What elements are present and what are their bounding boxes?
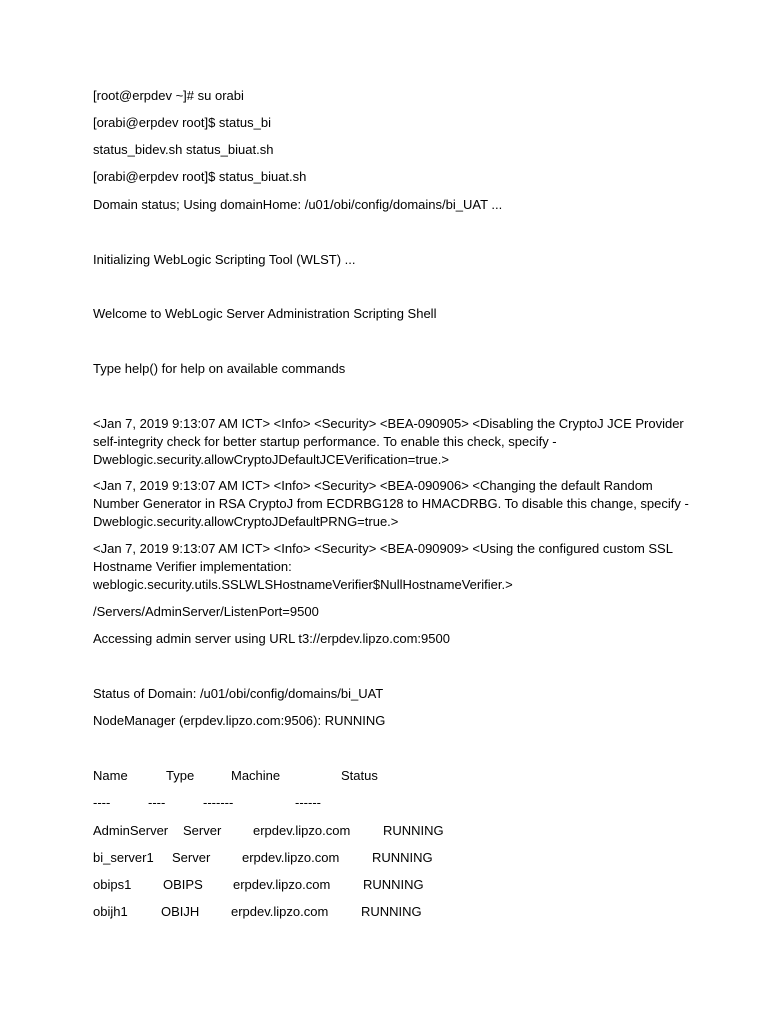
log-message-line: <Jan 7, 2019 9:13:07 AM ICT> <Info> <Security> <BEA-090906> <Changing the default Random xyxy=(93,478,653,493)
table-cell-name: bi_server1 xyxy=(93,850,154,865)
log-message-line: weblogic.security.utils.SSLWLSHostnameVerifier$NullHostnameVerifier.> xyxy=(93,577,513,592)
table-separator: ------ xyxy=(295,795,321,810)
table-header-name: Name xyxy=(93,768,128,783)
table-cell-status: RUNNING xyxy=(363,877,424,892)
log-message-line: Hostname Verifier implementation: xyxy=(93,559,292,574)
log-message-line: Number Generator in RSA CryptoJ from ECDRBG128 to HMACDRBG. To disable this change, specify - xyxy=(93,496,689,511)
accessing-admin-line: Accessing admin server using URL t3://erpdev.lipzo.com:9500 xyxy=(93,631,450,646)
command-line-status-biuat: [orabi@erpdev root]$ status_biuat.sh xyxy=(93,169,307,184)
table-cell-name: obips1 xyxy=(93,877,132,892)
log-message-090909 xyxy=(93,540,683,594)
wlst-init-line: Initializing WebLogic Scripting Tool (WLST) ... xyxy=(93,252,356,267)
table-cell-type: OBIJH xyxy=(161,904,200,919)
domain-status-line: Status of Domain: /u01/obi/config/domains/bi_UAT xyxy=(93,686,384,701)
table-separator: ------- xyxy=(203,795,234,810)
table-cell-machine: erpdev.lipzo.com xyxy=(231,904,329,919)
table-separator: ---- xyxy=(148,795,166,810)
log-message-line: self-integrity check for better startup performance. To enable this check, specify - xyxy=(93,434,557,449)
table-cell-status: RUNNING xyxy=(361,904,422,919)
log-message-line: Dweblogic.security.allowCryptoJDefaultPRNG=true.> xyxy=(93,514,399,529)
listen-port-line: /Servers/AdminServer/ListenPort=9500 xyxy=(93,604,319,619)
table-separator: ---- xyxy=(93,795,111,810)
nodemanager-line: NodeManager (erpdev.lipzo.com:9506): RUNNING xyxy=(93,713,386,728)
table-cell-type: Server xyxy=(172,850,211,865)
table-cell-type: OBIPS xyxy=(163,877,203,892)
table-header-machine: Machine xyxy=(231,768,281,783)
welcome-line: Welcome to WebLogic Server Administration Scripting Shell xyxy=(93,306,437,321)
table-cell-name: AdminServer xyxy=(93,823,169,838)
log-message-090906 xyxy=(93,477,689,531)
log-message-line: <Jan 7, 2019 9:13:07 AM ICT> <Info> <Security> <BEA-090905> <Disabling the CryptoJ JCE Provider xyxy=(93,416,684,431)
table-cell-status: RUNNING xyxy=(372,850,433,865)
help-hint-line: Type help() for help on available commands xyxy=(93,361,346,376)
table-cell-machine: erpdev.lipzo.com xyxy=(233,877,331,892)
log-message-line: <Jan 7, 2019 9:13:07 AM ICT> <Info> <Security> <BEA-090909> <Using the configured custom SSL xyxy=(93,541,673,556)
table-cell-machine: erpdev.lipzo.com xyxy=(253,823,351,838)
log-message-090905 xyxy=(93,415,683,469)
command-line-status-bi: [orabi@erpdev root]$ status_bi xyxy=(93,115,271,130)
table-cell-status: RUNNING xyxy=(383,823,444,838)
table-cell-type: Server xyxy=(183,823,222,838)
table-cell-machine: erpdev.lipzo.com xyxy=(242,850,340,865)
table-header-status: Status xyxy=(341,768,378,783)
domain-home-line: Domain status; Using domainHome: /u01/obi/config/domains/bi_UAT ... xyxy=(93,197,503,212)
table-header-type: Type xyxy=(166,768,195,783)
log-message-line: Dweblogic.security.allowCryptoJDefaultJCEVerification=true.> xyxy=(93,452,449,467)
command-line-su: [root@erpdev ~]# su orabi xyxy=(93,88,244,103)
completion-output: status_bidev.sh status_biuat.sh xyxy=(93,142,274,157)
table-cell-name: obijh1 xyxy=(93,904,128,919)
